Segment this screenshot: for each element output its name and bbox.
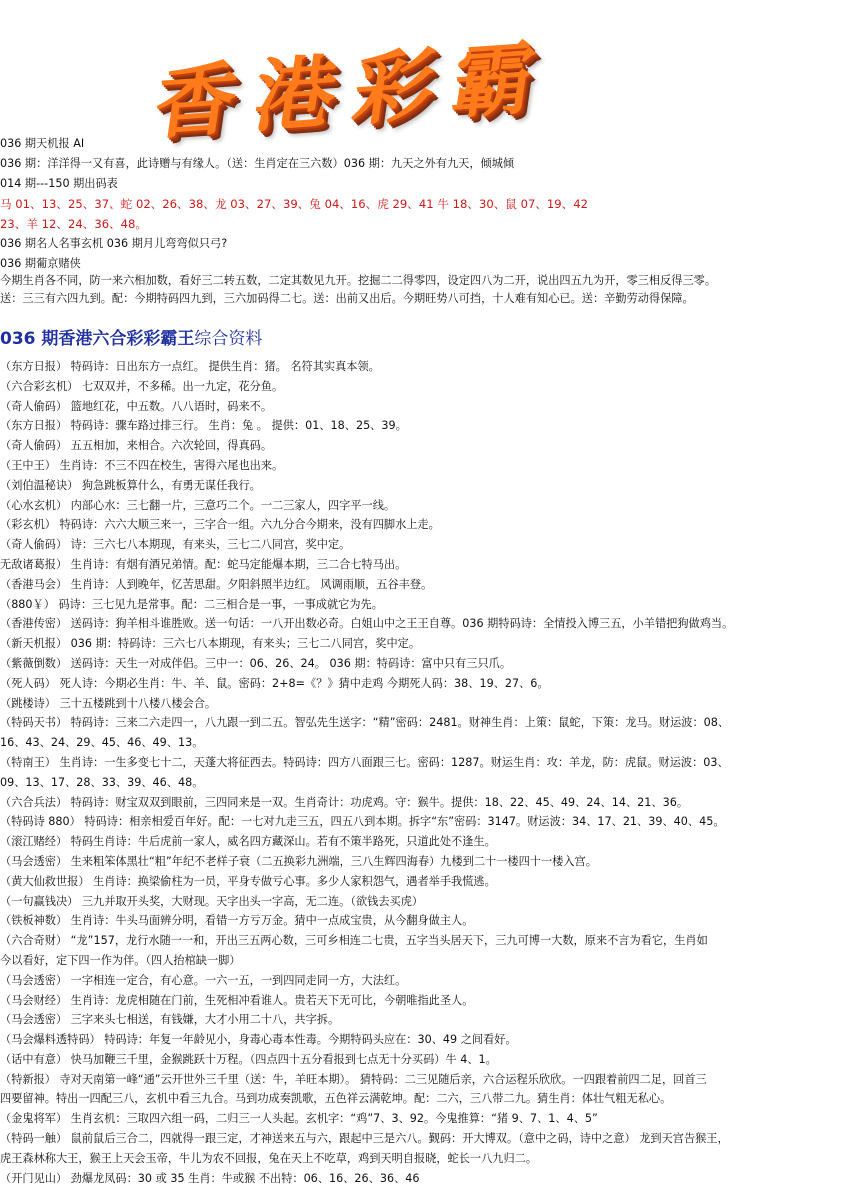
text-line: 036 期名人名事玄机 036 期月儿弯弯似只弓?: [0, 237, 228, 250]
list-item: （香港传密） 送码诗：狗羊相斗谁胜败。送一句话：一八开出数必奇。白姐山中之王王自尊。036 期特码诗：全情投入博三五，小羊错把狗做鸡当。: [0, 617, 734, 631]
list-item: （一句赢钱决） 三九并取开头奖，大财现。天字出头一字高，无二连。（欲钱去买虎）: [0, 894, 424, 908]
list-item: （跳楼诗） 三十五楼跳到十八楼八楼会合。: [0, 696, 217, 710]
list-item: （王中王） 生肖诗：不三不四在校生，害得六尾也出来。: [0, 458, 284, 472]
banner: [120, 20, 600, 151]
list-item: （奇人偷码） 五五相加，来相合。六次轮回，得真码。: [0, 439, 273, 453]
list-item: （特码诗 880） 特码诗：相亲相爱百年好。配：一七对九走三五，四五八到本期。拆字“东”密码：3147。财运波：34、17、21、39、40、45。: [0, 815, 725, 829]
list-item: （香港马会） 生肖诗：人到晚年，忆苦思甜。夕阳斜照半边红。 风调雨顺，五谷丰登。: [0, 577, 433, 591]
list-item: （心水玄机） 内部心水：三七翻一片，三意巧二个。一二三家人，四字平一线。: [0, 498, 396, 512]
list-item: （马会透密） 一字相连一定合，有心意。一六一五，一到四同走同一方，大法红。: [0, 973, 407, 987]
list-item: （特南王） 生肖诗：一生多变七十二，天蓬大将征西去。特码诗：四方八面跟三七。密码：1287。财运生肖：攻：羊龙，防：虎鼠。财运波：03、: [0, 755, 729, 769]
list-item: 09、13、17、28、33、39、46、48。: [0, 775, 204, 789]
list-item: （特新报） 寺对天南第一峰“通”云开世外三千里（送：牛，羊旺本期）。 猜特码：二三见随后亲，六合运程乐欣欣。一四跟着前四二足，回首三: [0, 1072, 707, 1086]
list-item: （话中有意） 快马加鞭三千里，金猴跳跃十万程。（四点四十五分看报到七点无十分买码）牛 4、1。: [0, 1052, 497, 1066]
list-item: （东方日报） 特码诗：骤车路过排三行。 生肖：兔 。 提供：01、18、25、39。: [0, 419, 407, 433]
entries-list: [0, 357, 863, 1188]
list-item: （六合奇财） “龙”157，龙行水随一一和，开出三五两心数，三可乡相连二七贵，五字当头居天下，三九可博一大数，原来不言为看它，生肖如: [0, 934, 708, 948]
list-item: （滚江赌经） 特码生肖诗：牛后虎前一家人，威名四方藏深山。若有不策半路死，只道此处不逢生。: [0, 835, 496, 849]
list-item: （六合彩玄机） 七双双并，不多稀。出一九定，花分鱼。: [0, 379, 284, 393]
list-item: （东方日报） 特码诗：日出东方一点红。 提供生肖：猪。 名符其实真本领。: [0, 360, 380, 373]
heading-main: 036 期香港六合彩彩霸王: [0, 329, 195, 349]
banner-title: 香港彩霸: [148, 29, 560, 151]
heading-rest: 综合资料: [194, 329, 263, 349]
list-item: （新天机报） 036 期：特码诗：三六七八本期现，有来头；三七二八同宫，奖中定。: [0, 637, 421, 651]
text-line: 014 期---150 期出码表: [0, 177, 118, 190]
list-item: （马会爆料透特码） 特码诗：年复一年龄见小，身毒心毒本性毒。今期特码头应在：30、49 之间看好。: [0, 1033, 517, 1047]
text-line: 036 期葡京赌侠: [0, 257, 81, 270]
list-item: （特码天书） 特码诗：三来二六走四一，八九跟一到二五。智弘先生送字：“精”密码：2481。财神生肖：上策：鼠蛇，下策：龙马。财运波：08、: [0, 716, 730, 730]
code-table-line: 23、羊 12、24、36、48。: [0, 217, 148, 231]
text-line: 036 期天机报 AI: [0, 137, 85, 150]
list-item: （黄大仙救世报） 生肖诗：换梁偷柱为一员，平身专做亏心事。多少人家积怨气，遇者举手我慌逃。: [0, 874, 496, 888]
list-item: （马会透密） 生来粗笨体黑壮“粗”年纪不老样子衰（二五换彩九洲端，三八生辉四海春）九楼到二十一楼四十一楼入宫。: [0, 854, 597, 868]
section-heading: [0, 324, 262, 349]
list-item: （刘伯温秘诀） 狗急跳板算什么，有勇无谋任我行。: [0, 478, 261, 492]
list-item: （马会透密） 三字来头七相送，有钱嫌，大才小用二十八，共字拆。: [0, 1013, 340, 1027]
list-item: 虎王森林称大王，猴王上天会玉帝，牛儿为农不回报，兔在天上不吃草，鸡到天明自报晓，蛇长一八九归二。: [0, 1151, 538, 1165]
list-item: （奇人偷码） 篮地红花，中五数。八八语时，码来不。: [0, 399, 273, 413]
list-item: （特码一触） 鼠前鼠后三合二，四就得一跟三定，才神送来五与六，跟起中三是六八。觐码：开大博双。（意中之码，诗中之意） 龙到天宫告猴王，: [0, 1132, 729, 1146]
list-item: （开门见山） 劲爆龙凤码：30 或 35 生肖：牛或猴 不出特：06、16、26、36、46: [0, 1171, 420, 1185]
poem-block: [0, 272, 863, 308]
code-table-line: 马 01、13、25、37、蛇 02、26、38、龙 03、27、39、兔 04、16、虎 29、41 牛 18、30、鼠 07、19、42: [0, 197, 589, 211]
list-item: （彩玄机） 特码诗：六六大顺三来一，三字合一组。六九分合今期来，没有四脚水上走。: [0, 518, 440, 532]
list-item: （死人码） 死人诗：今期必生肖：牛、羊、鼠。密码：2+8=《？》猜中走鸡 今期死人码：38、19、27、6。: [0, 676, 549, 690]
list-item: （六合兵法） 特码诗：财宝双双到眼前，三四同来是一双。生肖奇计：功虎鸡。守：猴牛。提供：18、22、45、49、24、14、21、36。: [0, 795, 689, 809]
list-item: （紫薇倒数） 送码诗：天生一对成伴侣。三中一：06、26、24。 036 期：特码诗：富中只有三只爪。: [0, 656, 512, 670]
list-item: 今以看好，定下四一作为伴。（四人抬棺缺一脚）: [0, 953, 241, 967]
list-item: （880￥） 码诗：三七见九是常事。配：二三相合是一事，一事成就它为先。: [0, 597, 383, 611]
list-item: 16、43、24、29、45、46、49、13。: [0, 736, 204, 750]
text-line: 今期生肖各不同，防一来六相加数，看好三二转五数，二定其数见九开。挖掘二二得零四，设定四八为二开，说出四五九为开，零三相反得三零。: [0, 274, 717, 287]
list-item: （金鬼将军） 生肖玄机：三取四六组一码，二归三一人头起。玄机字：“鸡”7、3、92。今鬼推算：“猪 9、7、1、4、5”: [0, 1112, 598, 1126]
list-item: （马会财经） 生肖诗：龙虎相随在门前，生死相冲看谁人。贵若天下无可比，今朝唯指此圣人。: [0, 993, 474, 1007]
list-item: （铁板神数） 生肖诗：牛头马面辨分明，看错一方亏万金。猜中一点成宝贵，从今翻身做主人。: [0, 914, 474, 928]
header-lines: [0, 134, 600, 274]
text-line: 036 期：洋洋得一又有喜，此诗赠与有缘人。（送：生肖定在三六数）036 期：九天之外有九天，倾城倾: [0, 157, 515, 170]
text-line: 送：三三有六四九到。配：今期特码四九到，三六加码得二七。送：出前又出后。今期旺势八可挡，十人难有知心已。送：辛勤劳动得保障。: [0, 292, 694, 305]
list-item: 无敌诸葛报） 生肖诗：有烟有酒兄弟情。配：蛇马定能爆本期，三二合七特马出。: [0, 557, 407, 571]
list-item: （奇人偷码） 诗：三六七八本期现，有来头，三七二八同宫，奖中定。: [0, 538, 351, 552]
list-item: 四要留神。特出一四配三八，玄机中看三九合。马到功成奏凯歌，五色祥云满乾坤。配：二六，三八带二九。猜生肖：体壮气粗无私心。: [0, 1092, 672, 1106]
